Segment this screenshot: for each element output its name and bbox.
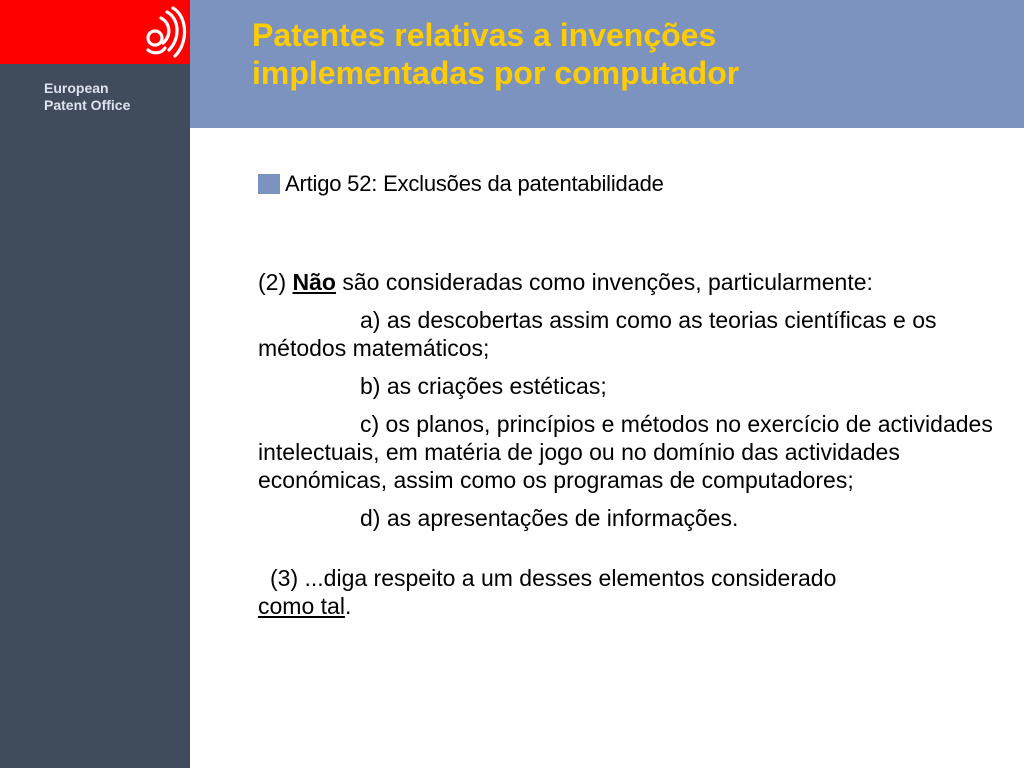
epo-logo-icon xyxy=(143,4,187,60)
paragraph-3-text: (3) ...diga respeito a um desses elementos considerado xyxy=(270,565,837,591)
organization-name-line2: Patent Office xyxy=(44,97,131,113)
bullet-heading-text: Artigo 52: Exclusões da patentabilidade xyxy=(285,171,664,196)
list-item-a: a) as descobertas assim como as teorias científicas e os métodos matemáticos; xyxy=(258,307,937,361)
organization-name-line1: European xyxy=(44,80,109,96)
paragraph-2-emphasis: Não xyxy=(292,269,336,295)
bullet-heading xyxy=(258,170,998,198)
slide-title-line1: Patentes relativas a invenções xyxy=(252,17,717,53)
paragraph-2-prefix: (2) xyxy=(258,269,293,295)
slide-header xyxy=(190,0,1024,128)
slide-title-line2: implementadas por computador xyxy=(252,55,740,91)
paragraph-2-rest: são consideradas como invenções, particularmente: xyxy=(335,269,873,295)
paragraph-2 xyxy=(258,268,998,296)
list-item-b: b) as criações estéticas; xyxy=(360,373,607,399)
square-bullet-icon xyxy=(258,174,280,194)
paragraph-3 xyxy=(258,564,998,620)
list-item-c: c) os planos, princípios e métodos no exercício de actividades intelectuais, em matéria de jogo ou no domínio das actividades económicas, assim como os programas de computadores; xyxy=(258,411,993,493)
paragraph-3-emphasis: como tal xyxy=(258,593,345,619)
organization-name xyxy=(44,80,130,114)
list-item-d: d) as apresentações de informações. xyxy=(360,505,739,531)
logo-panel xyxy=(0,0,190,64)
sidebar xyxy=(0,64,190,768)
slide-content xyxy=(258,170,998,620)
paragraph-3-end: . xyxy=(344,593,352,619)
slide-title xyxy=(252,16,739,92)
